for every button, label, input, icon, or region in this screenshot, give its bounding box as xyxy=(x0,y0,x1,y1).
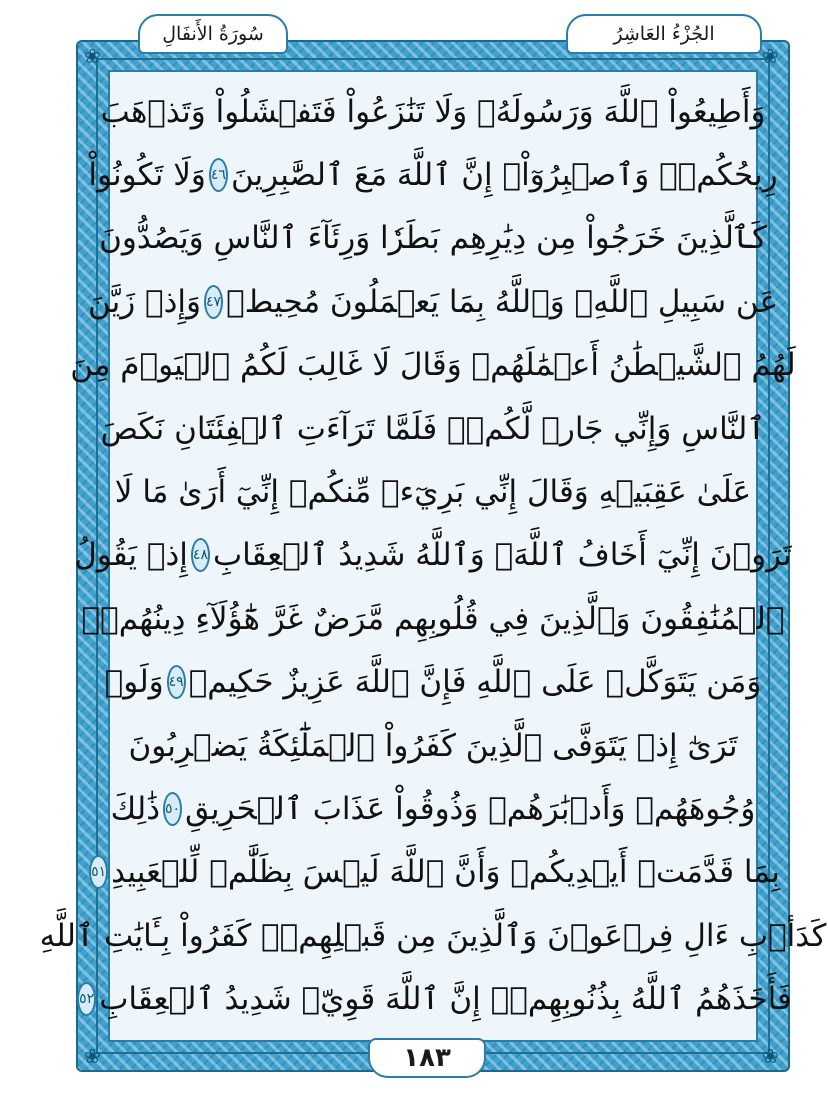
verse-text: إِذۡ يَقُولُ xyxy=(74,537,188,574)
verse-line xyxy=(91,841,780,904)
verse-text: رِيحُكُمۡۖ وَٱصۡبِرُوٓاْۚ إِنَّ ٱللَّهَ مَعَ ٱلصَّٰبِرِينَ xyxy=(230,156,778,193)
ayah-number-marker: ٥٠ xyxy=(163,792,182,826)
verse-line xyxy=(88,143,778,206)
verse-text: فَأَخَذَهُمُ ٱللَّهُ بِذُنُوبِهِمۡۚ إِنَّ ٱللَّهَ قَوِيّٞ شَدِيدُ ٱلۡعِقَابِ xyxy=(99,981,792,1018)
verse-line xyxy=(99,207,767,270)
ayah-number-marker: ٤٧ xyxy=(204,285,223,319)
verse-line xyxy=(81,587,785,650)
verse-text: بِمَا قَدَّمَتۡ أَيۡدِيكُمۡ وَأَنَّ ٱللَّهَ لَيۡسَ بِظَلَّٰمٖ لِّلۡعَبِيدِ xyxy=(111,854,780,891)
page-number: ١٨٣ xyxy=(368,1038,486,1078)
verse-line xyxy=(104,651,762,714)
verse-text: عَن سَبِيلِ ٱللَّهِۚ وَٱللَّهُ بِمَا يَعۡمَلُونَ مُحِيطٞ xyxy=(226,283,779,320)
verse-text: وُجُوهَهُمۡ وَأَدۡبَٰرَهُمۡ وَذُوقُواْ عَذَابَ ٱلۡحَرِيقِ xyxy=(185,790,756,827)
verse-text: ٱلنَّاسِ وَإِنِّي جَارٞ لَّكُمۡۖ فَلَمَّا تَرَآءَتِ ٱلۡفِئَتَانِ نَكَصَ xyxy=(100,410,766,447)
verse-text: وَأَطِيعُواْ ٱللَّهَ وَرَسُولَهُۥ وَلَا تَنَٰزَعُواْ فَتَفۡشَلُواْ وَتَذۡهَبَ xyxy=(100,93,766,130)
verse-text: كَدَأۡبِ ءَالِ فِرۡعَوۡنَ وَٱلَّذِينَ مِن قَبۡلِهِمۡۚ كَفَرُواْ بِـَٔايَٰتِ ٱللَّهِ xyxy=(39,917,827,954)
verse-text: ٱلۡمُنَٰفِقُونَ وَٱلَّذِينَ فِي قُلُوبِهِم مَّرَضٌ غَرَّ هَٰٓؤُلَآءِ دِينُهُمۡۗ xyxy=(81,600,785,637)
ayah-number-marker: ٤٦ xyxy=(209,158,228,192)
ayah-number-marker: ٤٩ xyxy=(167,665,186,699)
verse-text: ذَٰلِكَ xyxy=(110,790,161,827)
verse-line xyxy=(110,777,756,840)
corner-ornament-icon: ❀ xyxy=(84,44,101,68)
verse-line xyxy=(39,904,827,967)
corner-ornament-icon: ❀ xyxy=(84,1044,101,1068)
verse-text: تَرَوۡنَ إِنِّيٓ أَخَافُ ٱللَّهَۚ وَٱللَّهُ شَدِيدُ ٱلۡعِقَابِ xyxy=(212,537,792,574)
verse-line xyxy=(74,524,792,587)
verse-line xyxy=(87,270,779,333)
verse-line xyxy=(100,80,766,143)
verse-text: لَهُمُ ٱلشَّيۡطَٰنُ أَعۡمَٰلَهُمۡ وَقَالَ لَا غَالِبَ لَكُمُ ٱلۡيَوۡمَ مِنَ xyxy=(70,347,796,384)
verse-line xyxy=(114,460,752,523)
ayah-number-marker: ٤٨ xyxy=(191,538,210,572)
verse-text: وَلَا تَكُونُواْ xyxy=(88,156,206,193)
verse-text: كَٱلَّذِينَ خَرَجُواْ مِن دِيَٰرِهِم بَطَرٗا وَرِئَآءَ ٱلنَّاسِ وَيَصُدُّونَ xyxy=(99,220,767,257)
ayah-number-marker: ٥٢ xyxy=(77,982,96,1016)
verse-text: تَرَىٰٓ إِذۡ يَتَوَفَّى ٱلَّذِينَ كَفَرُواْ ٱلۡمَلَٰٓئِكَةُ يَضۡرِبُونَ xyxy=(128,727,738,764)
verse-text: عَلَىٰ عَقِبَيۡهِ وَقَالَ إِنِّي بَرِيٓءٞ مِّنكُمۡ إِنِّيٓ أَرَىٰ مَا لَا xyxy=(114,473,752,510)
juz-label: الجُزْءُ العَاشِرُ xyxy=(566,14,762,54)
verse-text: وَمَن يَتَوَكَّلۡ عَلَى ٱللَّهِ فَإِنَّ ٱللَّهَ عَزِيزٌ حَكِيمٞ xyxy=(188,664,762,701)
verse-text: وَإِذۡ زَيَّنَ xyxy=(87,283,202,320)
verse-line xyxy=(79,968,792,1031)
verse-text: وَلَوۡ xyxy=(104,664,164,701)
verse-lines xyxy=(39,80,827,1032)
verse-line xyxy=(120,714,746,777)
verse-line xyxy=(100,397,766,460)
corner-ornament-icon: ❀ xyxy=(762,44,779,68)
surah-label: سُورَةُ الأَنفَالِ xyxy=(138,14,288,54)
ayah-number-marker: ٥١ xyxy=(89,855,108,889)
verse-line xyxy=(70,334,796,397)
corner-ornament-icon: ❀ xyxy=(762,1044,779,1068)
